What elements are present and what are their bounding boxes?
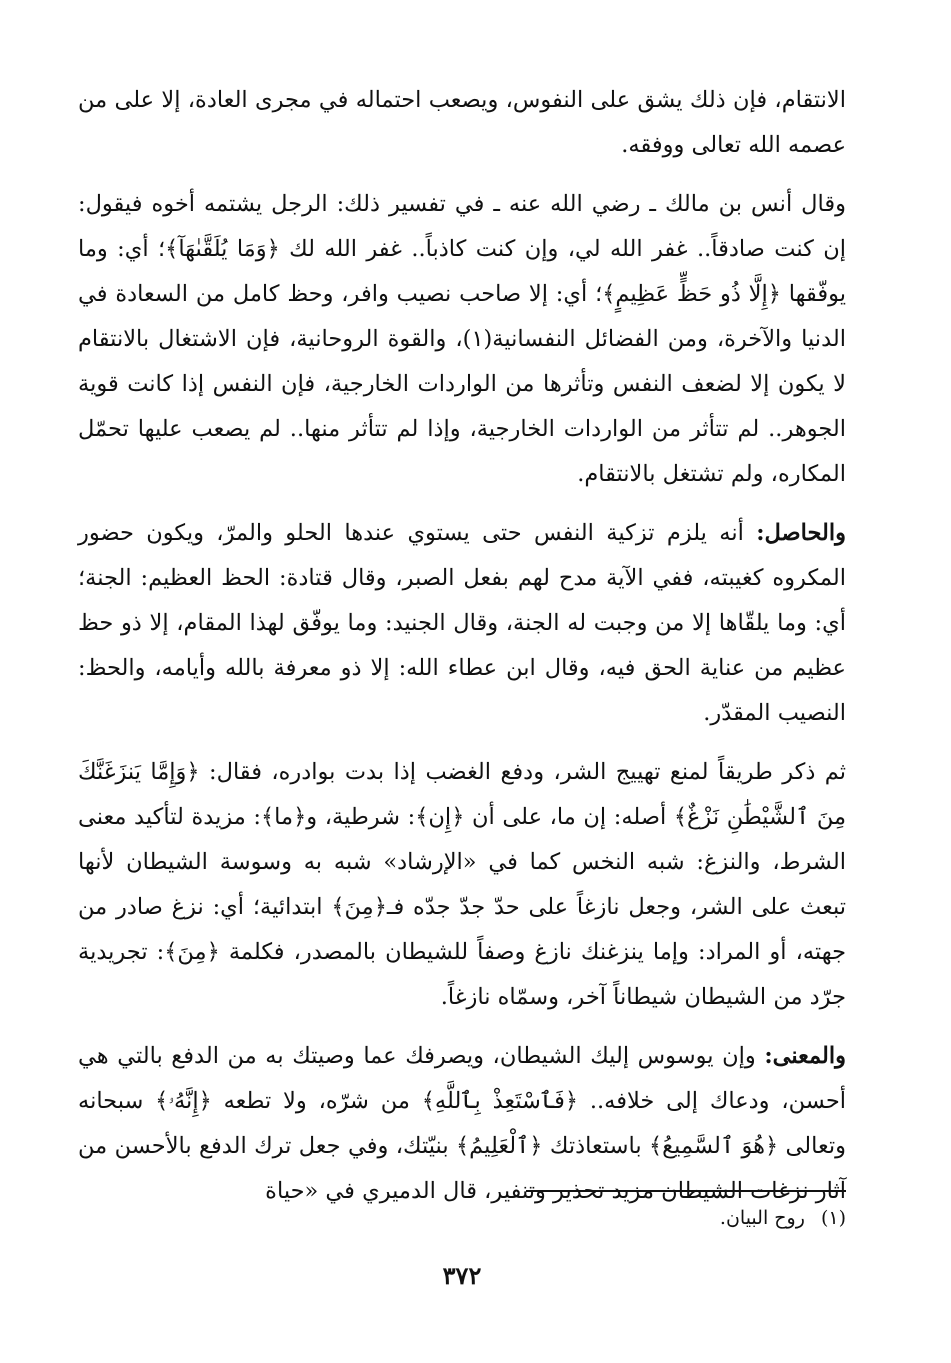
paragraph-2 xyxy=(78,182,846,497)
page-body xyxy=(78,78,846,1290)
paragraph-lead: والمعنى: xyxy=(764,1043,846,1069)
footnote-text: روح البيان. xyxy=(719,1207,805,1229)
paragraph-5 xyxy=(78,1034,846,1214)
page-number: ٣٧٢ xyxy=(442,1261,482,1290)
paragraph-text: وإن يوسوس إليك الشيطان، ويصرفك عما وصيتك به من الدفع بالتي هي أحسن، ودعاك إلى خلافه.. ﴿فَٱسْتَعِذْ بِٱللَّهِ﴾ من شرّه، ولا تطعه ﴿إِنَّهُۥ﴾ سبحانه وتعالى ﴿هُوَ ٱلسَّمِيعُ﴾ باستعاذتك ﴿ٱلْعَلِيمُ﴾ بنيّتك، وفي جعل ترك الدفع بالأحسن من آثار نزغات الشيطان مزيد تحذير وتنفير، قال الدميري في «حياة xyxy=(78,1043,846,1204)
paragraph-text: الانتقام، فإن ذلك يشق على النفوس، ويصعب احتماله في مجرى العادة، إلا على من عصمه الله تعالى ووفقه. xyxy=(78,87,846,158)
paragraph-4 xyxy=(78,750,846,1020)
paragraph-lead: والحاصل: xyxy=(756,520,846,546)
paragraph-3 xyxy=(78,511,846,736)
paragraph-text: ثم ذكر طريقاً لمنع تهييج الشر، ودفع الغضب إذا بدت بوادره، فقال: ﴿وَإِمَّا يَنزَغَنَّكَ مِنَ ٱلشَّيْطَٰنِ نَزْغٌ﴾ أصله: إن ما، على أن ﴿إِن﴾: شرطية، و﴿ما﴾: مزيدة لتأكيد معنى الشرط، والنزغ: شبه النخس كما في «الإرشاد» شبه به وسوسة الشيطان لأنها تبعث على الشر، وجعل نازغاً على حدّ جدّ جدّه فـ﴿مِنَ﴾ ابتدائية؛ أي: نزغ صادر من جهته، أو المراد: وإما ينزغنك نازغ وصفاً للشيطان بالمصدر، فكلمة ﴿مِنَ﴾: تجريدية جرّد من الشيطان شيطاناً آخر، وسمّاه نازغاً. xyxy=(78,759,846,1010)
paragraph-1 xyxy=(78,78,846,168)
footnote-number: (١) xyxy=(820,1207,846,1229)
paragraph-text: وقال أنس بن مالك ـ رضي الله عنه ـ في تفسير ذلك: الرجل يشتمه أخوه فيقول: إن كنت صادقاً.. غفر الله لي، وإن كنت كاذباً.. غفر الله لك ﴿وَمَا يُلَقَّىٰهَآ﴾؛ أي: وما يوفّقها ﴿إِلَّا ذُو حَظٍّ عَظِيمٍ﴾؛ أي: إلا صاحب نصيب وافر، وحظ كامل من السعادة في الدنيا والآخرة، ومن الفضائل النفسانية(١)، والقوة الروحانية، فإن الاشتغال بالانتقام لا يكون إلا لضعف النفس وتأثرها من الواردات الخارجية، فإن النفس إذا كانت قوية الجوهر.. لم تتأثر من الواردات الخارجية، وإذا لم تتأثر منها.. لم يصعب عليها تحمّل المكاره، ولم تشتغل بالانتقام. xyxy=(78,191,846,487)
footnote xyxy=(720,1200,846,1236)
paragraph-text: أنه يلزم تزكية النفس حتى يستوي عندها الحلو والمرّ، ويكون حضور المكروه كغيبته، ففي الآية مدح لهم بفعل الصبر، وقال قتادة: الحظ العظيم: الجنة؛ أي: وما يلقّاها إلا من وجبت له الجنة، وقال الجنيد: وما يوفّق لهذا المقام، إلا ذو حظ عظيم من عناية الحق فيه، وقال ابن عطاء الله: إلا ذو معرفة بالله وأيامه، والحظ: النصيب المقدّر. xyxy=(78,520,846,726)
footnote-divider xyxy=(526,1190,846,1192)
